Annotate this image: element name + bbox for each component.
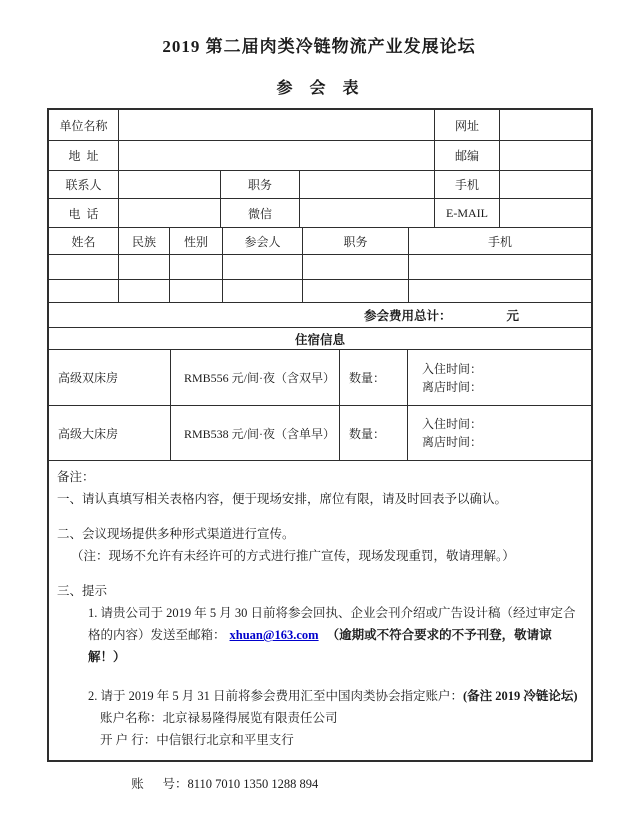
page-subtitle: 参 会 表 [276, 80, 362, 97]
account-name-line [57, 707, 581, 729]
contact-mobile-label: 手机 [434, 171, 499, 198]
participant-name-field[interactable] [49, 255, 118, 279]
twin-checkout-label: 离店时间： [422, 379, 483, 394]
phone-label: 电 话 [68, 206, 99, 221]
wechat-field[interactable] [299, 199, 434, 227]
lodging-section-row [49, 327, 591, 349]
contact-person-label: 联系人 [65, 178, 102, 192]
lodging-section-title: 住宿信息 [294, 332, 345, 347]
fee-total-cell[interactable] [49, 302, 591, 327]
participant-job-field[interactable] [302, 255, 408, 279]
contact-person-field[interactable] [118, 171, 220, 198]
participant-ethnicity-field[interactable] [118, 255, 169, 279]
notes-tip-2 [57, 685, 581, 707]
participant-mobile-header: 手机 [408, 228, 591, 254]
contact-mobile-field[interactable] [499, 171, 591, 198]
twin-room-price: RMB556 元/间·夜（含双早） [170, 350, 339, 405]
table-row-company [49, 110, 591, 140]
website-field[interactable] [499, 110, 591, 140]
notes-item-3: 三、提示 [57, 584, 108, 598]
participant-mobile-field[interactable] [408, 255, 591, 279]
bank-label: 开 户 行： [100, 733, 157, 747]
lodging-row-twin [49, 349, 591, 405]
participant-ethnicity-field[interactable] [118, 280, 169, 302]
participant-name-field[interactable] [49, 280, 118, 302]
participant-job-header: 职务 [302, 228, 408, 254]
bank-line [57, 729, 581, 751]
email-label: E-MAIL [434, 199, 499, 227]
twin-room-quantity-field[interactable]: 数量： [339, 350, 407, 405]
account-number-value: 8110 7010 1350 1288 894 [187, 777, 319, 791]
notes-tip-1 [57, 602, 581, 668]
participant-mobile-field[interactable] [408, 280, 591, 302]
king-room-quantity-field[interactable]: 数量： [339, 406, 407, 460]
website-label: 网址 [434, 110, 499, 140]
participants-header-row [49, 227, 591, 254]
fee-total-unit: 元 [506, 309, 519, 323]
participant-job-field[interactable] [302, 280, 408, 302]
notes-item-2: 二、会议现场提供多种形式渠道进行宣传。 [57, 527, 295, 541]
phone-field[interactable] [118, 199, 220, 227]
account-name-value: 北京禄易隆得展览有限责任公司 [162, 711, 338, 725]
participant-attendee-field[interactable] [222, 280, 302, 302]
lodging-row-king [49, 405, 591, 460]
participant-gender-field[interactable] [169, 255, 222, 279]
king-checkout-label: 离店时间： [422, 435, 483, 449]
contact-job-field[interactable] [299, 171, 434, 198]
participant-attendee-field[interactable] [222, 255, 302, 279]
twin-checkin-label: 入住时间： [422, 361, 483, 376]
king-room-dates-field[interactable] [407, 406, 591, 460]
bank-name-value: 中信银行北京和平里支行 [156, 733, 294, 747]
fee-total-label: 参会费用总计： [363, 309, 452, 323]
participant-gender-field[interactable] [169, 280, 222, 302]
king-checkin-label: 入住时间： [422, 417, 483, 431]
notes-spacer [57, 567, 581, 580]
registration-form-table [47, 108, 593, 791]
participant-gender-header: 性别 [169, 228, 222, 254]
account-name-label: 账户名称： [100, 711, 163, 725]
tip-2-text: 2. 请于 2019 年 5 月 31 日前将参会费用汇至中国肉类协会指定账户： [88, 689, 464, 703]
notes-item-2-note: （注：现场不允许有未经许可的方式进行推广宣传，现场发现重罚，敬请理解。） [71, 549, 515, 563]
king-room-price: RMB538 元/间·夜（含单早） [170, 406, 339, 460]
table-row-contact [49, 170, 591, 198]
notes-spacer [57, 510, 581, 523]
participant-attendee-header: 参会人 [222, 228, 302, 254]
wechat-label: 微信 [220, 199, 299, 227]
company-name-label: 单位名称 [59, 118, 108, 133]
participant-row-1 [49, 254, 591, 279]
company-name-field[interactable] [118, 110, 434, 140]
notes-heading: 备注： [57, 470, 95, 484]
address-label: 地 址 [68, 149, 99, 163]
tip-2-note: (备注 2019 冷链论坛) [463, 689, 578, 703]
account-number-line [57, 751, 581, 817]
submission-email-link[interactable]: xhuan@163.com [229, 628, 319, 642]
tip-1-text: 1. 请贵公司于 2019 年 5 月 30 日前将参会回执、企业会刊介绍或广告设计稿（经过审定合格的内容）发送至邮箱： [88, 606, 576, 642]
zipcode-field[interactable] [499, 141, 591, 170]
zipcode-label: 邮编 [434, 141, 499, 170]
account-number-label: 账 号： [131, 777, 188, 791]
tip-1-warning: （逾期或不符合要求的不予刊登，敬请谅解！） [88, 628, 552, 664]
twin-room-name: 高级双床房 [58, 371, 119, 385]
notes-cell [49, 461, 591, 817]
email-field[interactable] [499, 199, 591, 227]
participant-ethnicity-header: 民族 [118, 228, 169, 254]
king-room-name: 高级大床房 [58, 426, 119, 441]
participant-name-header: 姓名 [71, 234, 96, 249]
page-title: 2019 第二届肉类冷链物流产业发展论坛 [162, 37, 476, 56]
address-field[interactable] [118, 141, 434, 170]
participant-row-2 [49, 279, 591, 302]
table-row-address [49, 140, 591, 170]
notes-row [49, 460, 591, 817]
table-row-phone [49, 198, 591, 227]
contact-job-label: 职务 [220, 171, 299, 198]
notes-spacer [57, 668, 581, 685]
notes-item-1: 一、请认真填写相关表格内容，便于现场安排，席位有限，请及时回表予以确认。 [57, 492, 508, 506]
twin-room-dates-field[interactable] [407, 350, 591, 405]
